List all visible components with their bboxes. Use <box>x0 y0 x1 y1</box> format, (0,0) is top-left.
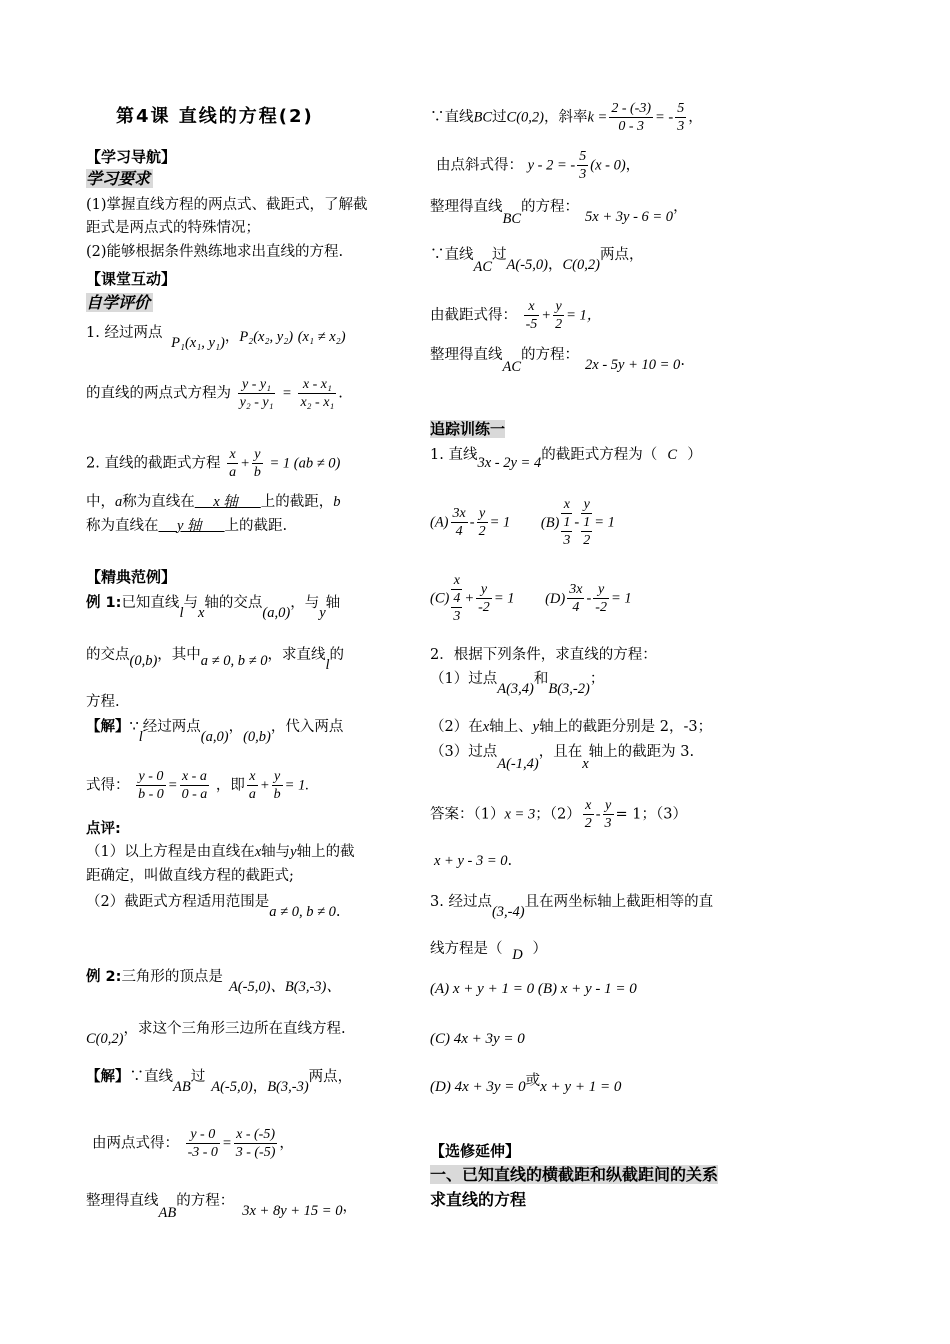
ex1-label: 例 1: <box>86 595 122 611</box>
ex1-line-a: 例 1:已知直线l与x轴的交点(a,0)，与y轴 <box>86 595 341 621</box>
q2-text: 2. 直线的截距式方程 <box>86 455 221 472</box>
t3-option-c: (C) 4x + 3y = 0 <box>430 1031 525 1047</box>
req-line-1a: (1)掌握直线方程的两点式、截距式，了解截 <box>86 197 368 213</box>
ex2-line-a: 例 2:三角形的顶点是A(-5,0)、B(3,-3)、 <box>86 969 341 995</box>
ac-line-a: ∵直线AC过A(-5,0)，C(0,2)两点， <box>430 247 644 275</box>
q2-fraction-x: $\frac{x}{a}$ <box>229 447 237 480</box>
q2-line-c: 称为直线在 y 轴 上的截距. <box>86 518 288 534</box>
t3-option-d: (D) 4x + 3y = 0或x + y + 1 = 0 <box>430 1073 622 1095</box>
self-heading: 自学评价 <box>86 293 153 312</box>
ex2-label: 例 2: <box>86 969 122 985</box>
comment-line-1: （1）以上方程是由直线在x轴与y轴上的截 <box>86 844 355 860</box>
track-heading: 追踪训练一 <box>430 420 506 438</box>
q1-text-b: 的直线的两点式方程为 <box>86 385 231 402</box>
bc-result-line: 整理得直线BC的方程：5x + 3y - 6 = 0， <box>430 199 688 227</box>
q1-line-a: 1. 经过两点 P₁(x₁, y₁)，P₂(x₂, y₂) (x₁ ≠ x₂) <box>86 325 346 351</box>
ac-result-line: 整理得直线AC的方程：2x - 5y + 10 = 0. <box>430 347 685 375</box>
examples-heading: 【精典范例】 <box>86 568 177 586</box>
ex1-solution-a: 【解】∵l经过两点(a,0)，(0,b)，代入两点 <box>86 719 344 745</box>
t3-line-b: 线方程是（ D ） <box>430 941 547 963</box>
t2-item-1: （1）过点A(3,4)和B(3,-2)； <box>430 671 605 697</box>
q1-fraction-1: $\frac{\text{y - y₁}}{\text{y₂ - y₁}}$ <box>239 377 274 410</box>
t1-options-cd: (C) x 4 3 + $\frac{y}{-2}$ = 1 (D) $\frac{3x}{4}$ - $\frac{y}{-2}$ = 1 <box>430 573 632 624</box>
q2-line-a: 2. 直线的截距式方程 $\frac{x}{a}$ + $\frac{y}{b}$ = 1 (ab ≠ 0) <box>86 447 341 480</box>
q1-point-2: P₂(x₂, y₂) <box>239 329 294 345</box>
bc-line-a: ∵直线BC过C(0,2)，斜率k = $\frac{2 - (-3)}{0 - 3}$ = - $\frac{5}{3}$ ， <box>430 101 703 134</box>
ex2-line-b: C(0,2)，求这个三角形三边所在直线方程. <box>86 1021 346 1047</box>
t2-item-2: （2）在x轴上、y轴上的截距分别是 2，-3； <box>430 719 713 735</box>
extension-title-2: 求直线的方程 <box>430 1190 527 1209</box>
q1-fraction-2: $\frac{\text{x - x₁}}{\text{x₂ - x₁}}$ <box>300 377 335 410</box>
slope-fraction: $\frac{2 - (-3)}{0 - 3}$ <box>611 101 652 134</box>
req-heading: 学习要求 <box>86 169 153 188</box>
ex2-fraction-x: $\frac{x - (-5)}{3 - (-5)}$ <box>235 1127 276 1160</box>
t2-heading: 2．根据下列条件，求直线的方程： <box>430 647 657 663</box>
t2-answers: 答案：（1）x = 3；（2） $\frac{x}{2}$ - $\frac{y}{3}$ = 1；（3） <box>430 798 688 831</box>
q2-condition: = 1 (ab ≠ 0) <box>269 455 341 472</box>
t1-answer: C <box>667 447 678 463</box>
extension-heading: 【选修延伸】 <box>430 1142 521 1160</box>
ex2-solution-c: 整理得直线AB的方程：3x + 8y + 15 = 0， <box>86 1193 357 1221</box>
ex2-solution-b: 由两点式得： $\frac{y - 0}{-3 - 0}$ = $\frac{x - (-5)}{3 - (-5)}$ ， <box>92 1127 294 1160</box>
t2-answer-3: x + y - 3 = 0. <box>434 853 513 869</box>
ex2-fraction-y: $\frac{y - 0}{-3 - 0}$ <box>187 1127 218 1160</box>
req-line-2: (2)能够根据条件熟练地求出直线的方程. <box>86 244 344 260</box>
t2-item-3: （3）过点A(-1,4)，且在x轴上的截距为 3. <box>430 744 695 772</box>
ex2-solution-a: 【解】∵直线AB过A(-5,0)，B(3,-3)两点， <box>86 1069 353 1095</box>
req-line-1b: 距式是两点式的特殊情况； <box>86 220 260 236</box>
extension-title-1: 一、已知直线的横截距和纵截距间的关系 <box>430 1165 719 1184</box>
q1-condition: (x₁ ≠ x₂) <box>297 329 346 345</box>
t1-line: 1. 直线3x - 2y = 4的截距式方程为（ C ） <box>430 447 702 471</box>
comment-line-1b: 距确定，叫做直线方程的截距式; <box>86 868 294 884</box>
q1-text: 1. 经过两点 <box>86 325 163 341</box>
t3-line-a: 3. 经过点(3,-4)且在两坐标轴上截距相等的直 <box>430 894 714 920</box>
q1-line-b: 的直线的两点式方程为 $\frac{\text{y - y₁}}{\text{y₂ - y₁}}$ = $\frac{\text{x - x₁}}{\text{x₂ - x₁}}$ . <box>86 377 343 410</box>
q2-line-b: 中，a称为直线在 x 轴 上的截距，b <box>86 494 341 510</box>
t3-options-ab: (A) x + y + 1 = 0 (B) x + y - 1 = 0 <box>430 981 637 997</box>
ex1-fraction-x: $\frac{x - a}{0 - a}$ <box>181 769 208 802</box>
point-slope-line: 由点斜式得： y - 2 = - $\frac{5}{3}$ (x - 0)， <box>436 149 641 182</box>
ex1-solution-b: 式得： $\frac{y - 0}{b - 0}$ = $\frac{x - a}{0 - a}$ ，即 $\frac{x}{a}$ + $\frac{y}{b}$ = 1. <box>86 769 309 802</box>
q2-answer-x-axis: x 轴 <box>213 494 238 510</box>
intercept-line: 由截距式得： $\frac{x}{-5}$ + $\frac{y}{2}$ = 1， <box>430 299 602 332</box>
ex1-line-c: 方程. <box>86 694 120 710</box>
q2-answer-y-axis: y 轴 <box>176 518 202 534</box>
comment-line-2: （2）截距式方程适用范围是a ≠ 0, b ≠ 0. <box>86 894 341 920</box>
solution-label: 【解】 <box>86 719 130 735</box>
nav-heading: 【学习导航】 <box>86 148 177 166</box>
page-title: 第4课 直线的方程(2) <box>116 106 314 127</box>
class-heading: 【课堂互动】 <box>86 270 177 288</box>
ex1-line-b: 的交点(0,b)，其中a ≠ 0, b ≠ 0，求直线l的 <box>86 647 344 673</box>
q2-fraction-y: $\frac{y}{b}$ <box>253 447 261 480</box>
comment-label: 点评: <box>86 821 121 837</box>
t1-options-ab: (A) $\frac{3x}{4}$ - $\frac{y}{2}$ = 1 (B) x 1 3 - y 1 2 = 1 <box>430 497 615 548</box>
q1-point-1: P₁(x₁, y₁) <box>171 335 225 351</box>
t3-answer: D <box>512 947 523 963</box>
ex1-fraction-y: $\frac{y - 0}{b - 0}$ <box>138 769 164 802</box>
